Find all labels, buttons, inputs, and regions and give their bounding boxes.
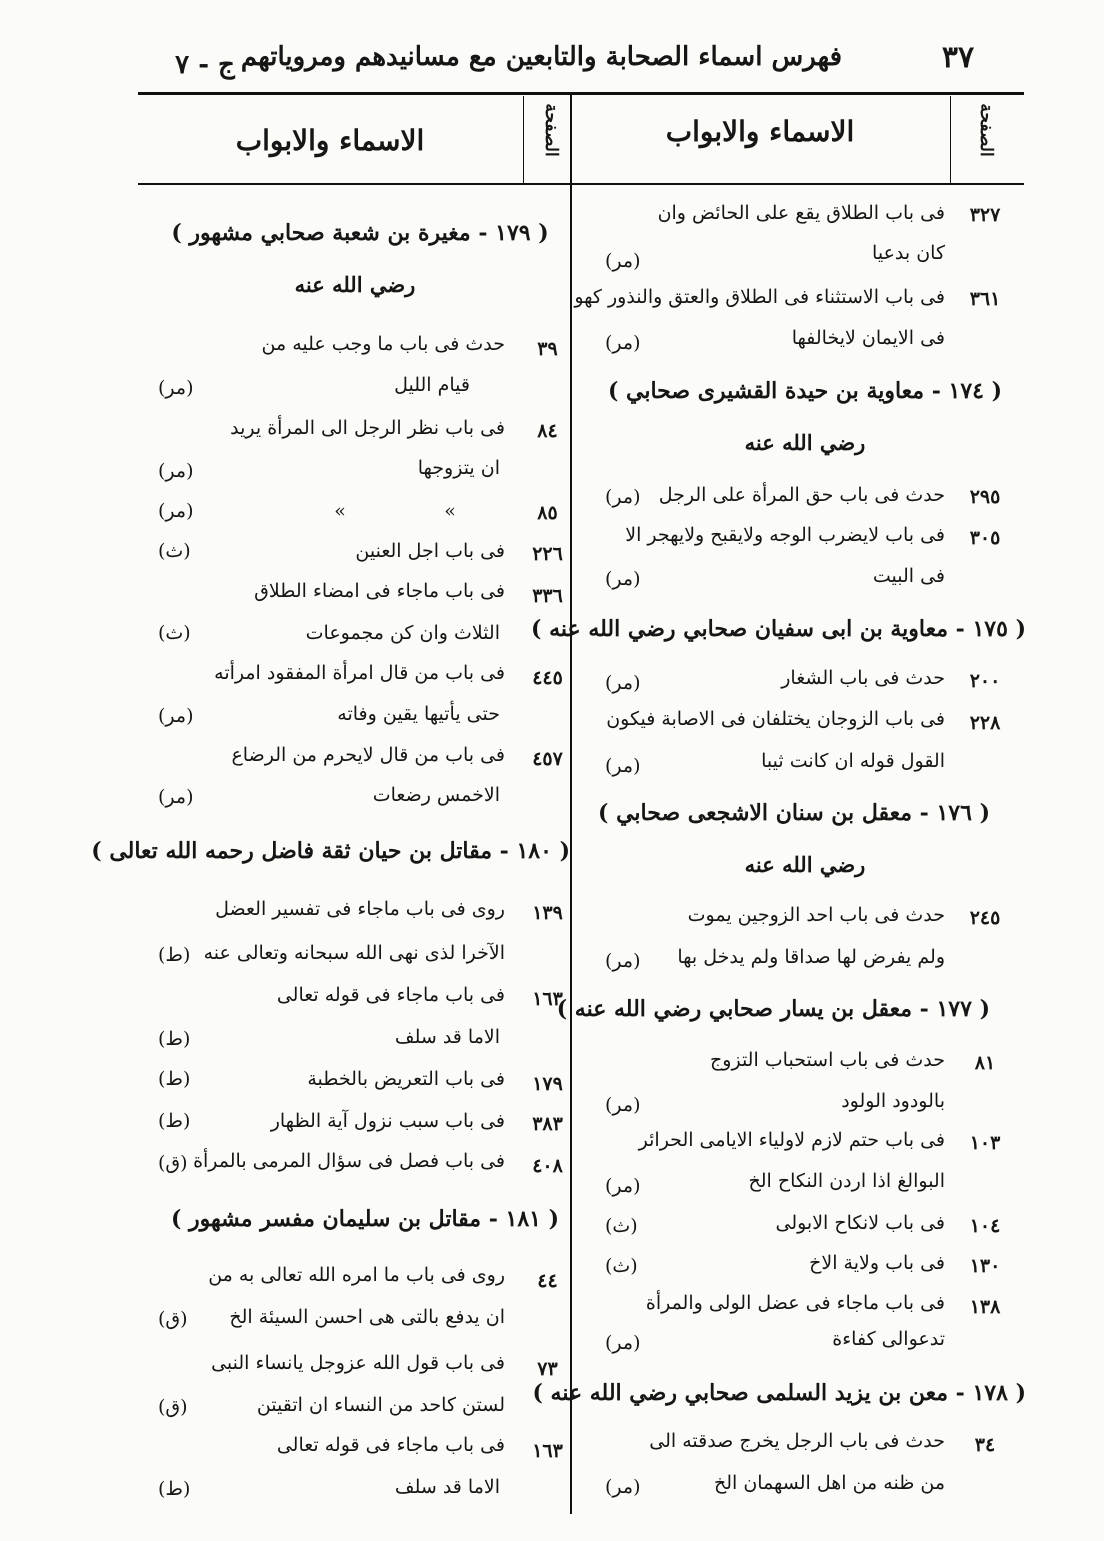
- entry-page-number: ٨٤: [537, 420, 558, 442]
- entry-text: حدث فى باب الرجل يخرج صدقته الى: [649, 1430, 945, 1452]
- ditto-mark: »: [444, 500, 456, 522]
- left-column-title: الاسماء والابواب: [235, 124, 425, 157]
- section-heading: ( ١٧٨ - معن بن يزيد السلمى صحابي رضي الله عنه ): [532, 1380, 1026, 1406]
- source-code: (مر): [605, 332, 641, 354]
- entry-page-number: ١٣٠: [969, 1255, 1001, 1277]
- entry-text: ولم يفرض لها صداقا ولم يدخل بها: [677, 946, 945, 968]
- section-heading: ( ١٧٤ - معاوية بن حيدة القشيرى صحابي ): [607, 378, 1003, 404]
- source-code: (مر): [605, 1332, 641, 1354]
- entry-text: فى باب من قال لايحرم من الرضاع: [231, 744, 505, 766]
- entry-text: حدث فى باب احد الزوجين يموت: [687, 904, 945, 926]
- right-header-divider: [950, 96, 951, 184]
- source-code: (ط): [158, 1478, 191, 1500]
- entry-page-number: ٨٥: [537, 502, 558, 524]
- entry-text: فى باب لايضرب الوجه ولايقبح ولايهجر الا: [625, 524, 945, 546]
- source-code: (مر): [158, 705, 194, 727]
- entry-text: حتى يأتيها يقين وفاته: [337, 703, 500, 725]
- section-heading: ( ١٨٠ - مقاتل بن حيان ثقة فاضل رحمه الله تعالى ): [91, 838, 570, 864]
- entry-text: فى الايمان لايخالفها: [791, 327, 945, 349]
- entry-text: فى باب ماجاء فى قوله تعالى: [276, 1434, 505, 1456]
- entry-text: حدث فى باب ما وجب عليه من: [261, 333, 505, 355]
- section-heading: ( ١٧٥ - معاوية بن ابى سفيان صحابي رضي الله عنه ): [531, 616, 1026, 642]
- entry-text: فى البيت: [872, 565, 945, 587]
- source-code: (ث): [605, 1255, 638, 1277]
- entry-page-number: ١٠٤: [969, 1215, 1001, 1237]
- left-header-divider: [523, 96, 524, 184]
- entry-page-number: ٧٣: [537, 1358, 558, 1380]
- entry-page-number: ١٠٣: [969, 1132, 1001, 1154]
- source-code: (مر): [158, 786, 194, 808]
- source-code: (ث): [158, 540, 191, 562]
- center-column-divider: [570, 94, 572, 1514]
- entry-text: ان يتزوجها: [417, 457, 500, 479]
- source-code: (ط): [158, 1068, 191, 1090]
- entry-text: حدث فى باب استحباب التزوج: [710, 1049, 945, 1071]
- entry-page-number: ٣٣٦: [532, 585, 563, 607]
- entry-text: فى باب اجل العنين: [355, 540, 505, 562]
- entry-page-number: ٤٥٧: [532, 748, 563, 770]
- entry-text: فى باب ولاية الاخ: [809, 1252, 945, 1274]
- entry-page-number: ٢٩٥: [969, 486, 1001, 508]
- entry-text: الاما قد سلف: [394, 1476, 500, 1498]
- entry-text: فى باب ماجاء فى عضل الولى والمرأة: [645, 1292, 945, 1314]
- source-code: (ث): [605, 1215, 638, 1237]
- section-heading: ( ١٧٩ - مغيرة بن شعبة صحابي مشهور ): [171, 220, 549, 246]
- source-code: (مر): [605, 486, 641, 508]
- entry-text: من ظنه من اهل السهمان الخ: [713, 1472, 945, 1494]
- top-rule: [138, 92, 1024, 95]
- source-code: (ط): [158, 1028, 191, 1050]
- section-subheading: رضي الله عنه: [744, 430, 866, 455]
- entry-text: فى باب ماجاء فى امضاء الطلاق: [254, 580, 505, 602]
- header-bottom-rule: [138, 183, 1024, 185]
- entry-text: فى باب لانكاح الابولى: [775, 1212, 945, 1234]
- entry-page-number: ٣٩: [537, 338, 558, 360]
- entry-text: كان بدعيا: [872, 242, 945, 264]
- source-code: (مر): [605, 950, 641, 972]
- source-code: (مر): [605, 250, 641, 272]
- entry-text: فى باب فصل فى سؤال المرمى بالمرأة: [193, 1150, 505, 1172]
- source-code: (ط): [158, 1110, 191, 1132]
- right-column-title: الاسماء والابواب: [665, 115, 855, 148]
- ditto-mark: »: [334, 500, 346, 522]
- entry-page-number: ٤٠٨: [532, 1155, 563, 1177]
- entry-text: فى باب الاستثناء فى الطلاق والعتق والنذور كهو: [574, 286, 945, 308]
- entry-page-number: ١٣٨: [969, 1296, 1001, 1318]
- entry-text: فى باب ماجاء فى قوله تعالى: [276, 984, 505, 1006]
- source-code: (مر): [158, 500, 194, 522]
- entry-page-number: ٢٢٨: [969, 712, 1001, 734]
- source-code: (مر): [605, 755, 641, 777]
- source-code: (مر): [605, 568, 641, 590]
- section-heading: ( ١٨١ - مقاتل بن سليمان مفسر مشهور ): [170, 1206, 560, 1232]
- source-code: (مر): [605, 1094, 641, 1116]
- entry-text: فى باب حتم لازم لاولياء الايامى الحرائر: [638, 1129, 945, 1151]
- entry-page-number: ٣٢٧: [969, 204, 1001, 226]
- entry-page-number: ٢٢٦: [532, 543, 563, 565]
- source-code: (مر): [605, 1175, 641, 1197]
- source-code: (ق): [158, 1308, 188, 1330]
- section-subheading: رضي الله عنه: [744, 852, 866, 877]
- entry-text: ان يدفع بالتى هى احسن السيئة الخ: [229, 1306, 505, 1328]
- entry-page-number: ٢٤٥: [969, 907, 1001, 929]
- source-code: (ق): [158, 1396, 188, 1418]
- entry-page-number: ٢٠٠: [969, 670, 1001, 692]
- entry-text: فى باب نظر الرجل الى المرأة يريد: [230, 417, 505, 439]
- entry-page-number: ٤٤٥: [532, 667, 563, 689]
- entry-text: الآخرا لذى نهى الله سبحانه وتعالى عنه: [203, 942, 505, 964]
- entry-text: فى باب من قال امرأة المفقود امرأته: [214, 662, 505, 684]
- entry-page-number: ١٦٣: [532, 988, 563, 1010]
- entry-text: البوالغ اذا اردن النكاح الخ: [748, 1170, 945, 1192]
- entry-page-number: ١٧٩: [532, 1073, 563, 1095]
- entry-text: فى باب الزوجان يختلفان فى الاصابة فيكون: [606, 708, 945, 730]
- running-title: فهرس اسماء الصحابة والتابعين مع مسانيدهم ومروياتهم: [240, 42, 842, 72]
- entry-page-number: ٣٤: [974, 1434, 996, 1456]
- entry-page-number: ١٣٩: [532, 902, 563, 924]
- section-heading: ( ١٧٦ - معقل بن سنان الاشجعى صحابي ): [598, 800, 990, 826]
- source-code: (مر): [605, 1476, 641, 1498]
- entry-page-number: ٣٠٥: [969, 527, 1001, 549]
- source-code: (مر): [158, 377, 194, 399]
- entry-text: فى باب سبب نزول آية الظهار: [270, 1110, 505, 1132]
- entry-text: روى فى باب ما امره الله تعالى به من: [208, 1264, 505, 1286]
- source-code: (ط): [158, 944, 191, 966]
- source-code: (مر): [605, 672, 641, 694]
- entry-text: الاخمس رضعات: [372, 784, 500, 806]
- page-number: ٣٧: [941, 40, 975, 75]
- entry-text: الاما قد سلف: [394, 1026, 500, 1048]
- entry-text: تدعوالى كفاءة: [832, 1328, 945, 1350]
- entry-text: الثلاث وان كن مجموعات: [305, 622, 500, 644]
- source-code: (ق): [158, 1152, 188, 1174]
- right-page-label: الصفحة: [976, 103, 996, 157]
- entry-page-number: ٣٦١: [969, 288, 1001, 310]
- volume-label: ج - ٧: [175, 50, 235, 80]
- entry-page-number: ١٦٣: [532, 1440, 563, 1462]
- entry-text: فى باب قول الله عزوجل يانساء النبى: [211, 1352, 505, 1374]
- left-page-label: الصفحة: [541, 103, 561, 157]
- section-heading: ( ١٧٧ - معقل بن يسار صحابي رضي الله عنه ): [556, 996, 990, 1022]
- entry-text: فى باب الطلاق يقع على الحائض وان: [657, 202, 945, 224]
- entry-text: حدث فى باب حق المرأة على الرجل: [658, 484, 945, 506]
- entry-text: القول قوله ان كانت ثيبا: [761, 750, 945, 772]
- source-code: (مر): [158, 460, 194, 482]
- entry-page-number: ٨١: [974, 1052, 996, 1074]
- section-subheading: رضي الله عنه: [294, 272, 416, 297]
- entry-page-number: ٣٨٣: [532, 1113, 563, 1135]
- entry-text: حدث فى باب الشغار: [781, 667, 945, 689]
- entry-text: قيام الليل: [394, 374, 470, 396]
- entry-text: لستن كاحد من النساء ان اتقيتن: [256, 1394, 505, 1416]
- entry-page-number: ٤٤: [537, 1270, 558, 1292]
- entry-text: روى فى باب ماجاء فى تفسير العضل: [215, 898, 505, 920]
- source-code: (ث): [158, 622, 191, 644]
- entry-text: فى باب التعريض بالخطبة: [307, 1068, 505, 1090]
- entry-text: بالودود الولود: [841, 1090, 945, 1112]
